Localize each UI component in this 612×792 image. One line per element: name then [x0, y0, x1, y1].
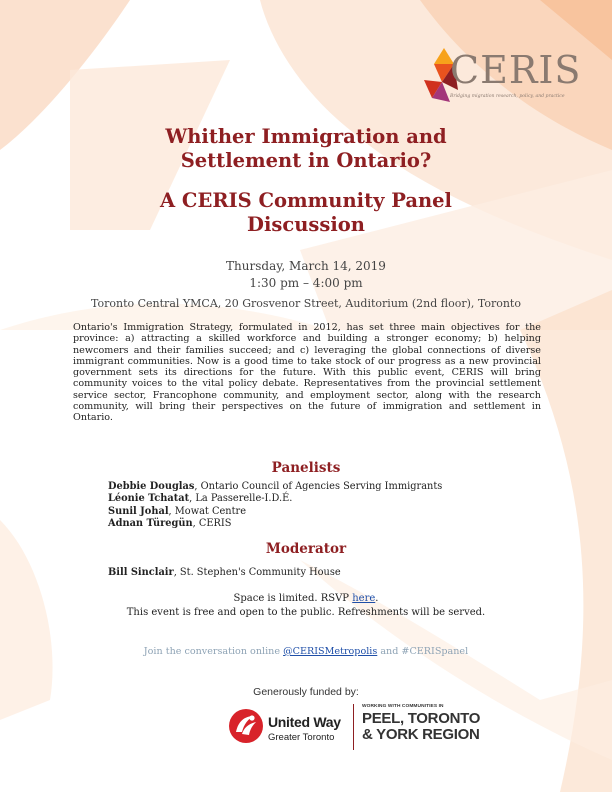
united-way-hand-icon: [228, 708, 264, 744]
moderator-name: Bill Sinclair: [108, 567, 174, 578]
event-title-line2: Settlement in Ontario?: [180, 149, 432, 172]
event-subtitle: [60, 189, 552, 237]
social-prefix: Join the conversation online: [143, 646, 284, 657]
ceris-tagline: Bridging migration research, policy, and practice: [450, 94, 565, 99]
panelist-item: [108, 518, 528, 530]
panelist-name: Debbie Douglas: [108, 481, 195, 492]
panelist-item: [108, 493, 528, 505]
united-way-logo: [228, 706, 358, 748]
moderator-heading: Moderator: [265, 541, 347, 557]
event-venue: Toronto Central YMCA, 20 Grosvenor Street, Auditorium (2nd floor), Toronto: [91, 297, 521, 310]
rsvp-text: Space is limited. RSVP: [233, 593, 353, 604]
region-line1: PEEL, TORONTO: [362, 710, 481, 727]
funder-divider: [353, 704, 354, 750]
panelist-org: , Mowat Centre: [168, 505, 247, 517]
panelist-org: , Ontario Council of Agencies Serving Immigrants: [194, 481, 443, 492]
region-tagline: WORKING WITH COMMUNITIES IN: [362, 704, 444, 709]
event-subtitle-line1: A CERIS Community Panel: [160, 189, 452, 212]
panelist-item: [108, 506, 528, 518]
free-event-note: This event is free and open to the public. Refreshments will be served.: [126, 607, 486, 618]
event-title: [60, 125, 552, 173]
panelists-heading: Panelists: [271, 460, 341, 476]
twitter-handle-link[interactable]: @CERISMetropolis: [283, 646, 378, 657]
rsvp-period: .: [375, 593, 379, 604]
ceris-logo-text: CERIS: [450, 48, 582, 92]
panelist-org: , CERIS: [192, 518, 232, 530]
event-time: 1:30 pm – 4:00 pm: [249, 276, 363, 290]
event-date: Thursday, March 14, 2019: [226, 259, 386, 273]
moderator-item: [108, 567, 528, 579]
united-way-name: United Way: [268, 714, 341, 730]
panelist-name: Léonie Tchatat: [108, 493, 190, 505]
social-line: [60, 646, 552, 657]
event-description: Ontario's Immigration Strategy, formulated in 2012, has set three main objectives for the province: a) attracting a skilled workforce and building a stronger economy; b) helping newcomers and their families succeed; and c) leveraging the global connections of diverse immigrant communities. Now is a good time to take stock of our progress as a new provincial government sets its directions for the future. With this public event, CERIS will bring community voices to the vital policy debate. Representatives from the provincial settlement service sector, Francophone community, and employment sector, along with the research community, will bring their perspectives on the future of immigration and settlement in Ontario.: [73, 322, 541, 424]
moderator-org: , St. Stephen's Community House: [173, 567, 341, 578]
region-line2: & YORK REGION: [362, 726, 480, 743]
ceris-logo: [420, 44, 590, 114]
panelist-name: Sunil Johal: [108, 505, 169, 517]
event-subtitle-line2: Discussion: [247, 213, 365, 236]
united-way-subtitle: Greater Toronto: [268, 732, 335, 743]
panelist-item: [108, 481, 528, 493]
region-block: [362, 704, 492, 743]
rsvp-line: [60, 593, 552, 604]
funded-by-label: Generously funded by:: [253, 686, 359, 698]
panelist-org: , La Passerelle-I.D.É.: [189, 493, 293, 505]
rsvp-link[interactable]: here: [352, 593, 376, 604]
social-hashtag: and #CERISpanel: [377, 646, 469, 657]
panelist-name: Adnan Türegün: [108, 518, 193, 530]
panelists-list: [108, 481, 528, 531]
event-title-line1: Whither Immigration and: [165, 125, 447, 148]
